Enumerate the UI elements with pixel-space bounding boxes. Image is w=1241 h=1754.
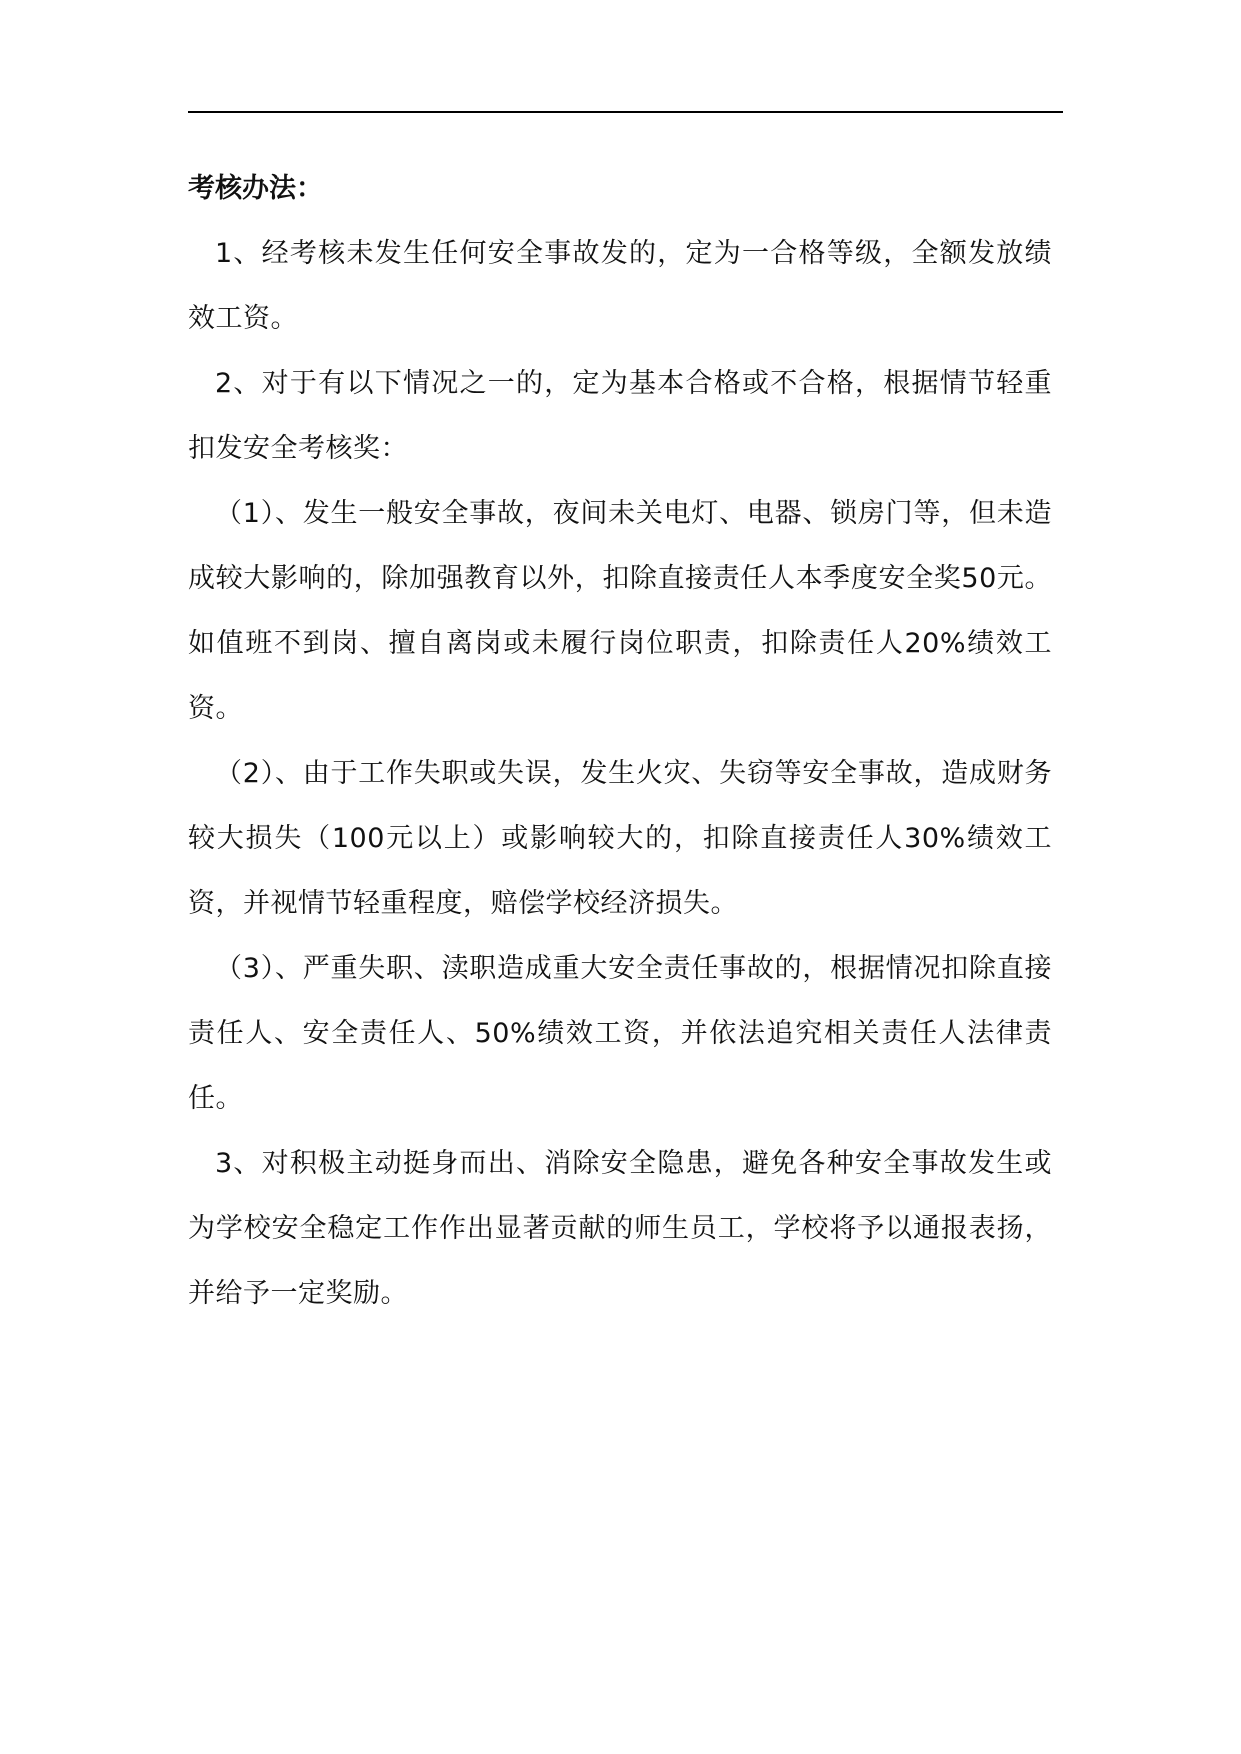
section-heading: 考核办法： — [188, 173, 323, 204]
paragraph-item-2: 2、对于有以下情况之一的，定为基本合格或不合格，根据情节轻重扣发安全考核奖： — [188, 368, 1052, 464]
paragraph-item-3: 3、对积极主动挺身而出、消除安全隐患，避免各种安全事故发生或为学校安全稳定工作作出显著贡献的师生员工，学校将予以通报表扬，并给予一定奖励。 — [188, 1148, 1052, 1309]
paragraph-subitem-1: （1）、发生一般安全事故，夜间未关电灯、电器、锁房门等，但未造成较大影响的，除加强教育以外，扣除直接责任人本季度安全奖50元。如值班不到岗、擅自离岗或未履行岗位职责，扣除责任人20%绩效工资。 — [188, 498, 1052, 724]
document-body — [188, 156, 1052, 1326]
paragraph-item-1: 1、经考核未发生任何安全事故发的，定为一合格等级，全额发放绩效工资。 — [188, 238, 1052, 334]
paragraph-subitem-3: （3）、严重失职、渎职造成重大安全责任事故的，根据情况扣除直接责任人、安全责任人、50%绩效工资，并依法追究相关责任人法律责任。 — [188, 953, 1052, 1114]
header-rule — [188, 111, 1063, 113]
paragraph-subitem-2: （2）、由于工作失职或失误，发生火灾、失窃等安全事故，造成财务较大损失（100元以上）或影响较大的，扣除直接责任人30%绩效工资，并视情节轻重程度，赔偿学校经济损失。 — [188, 758, 1052, 919]
